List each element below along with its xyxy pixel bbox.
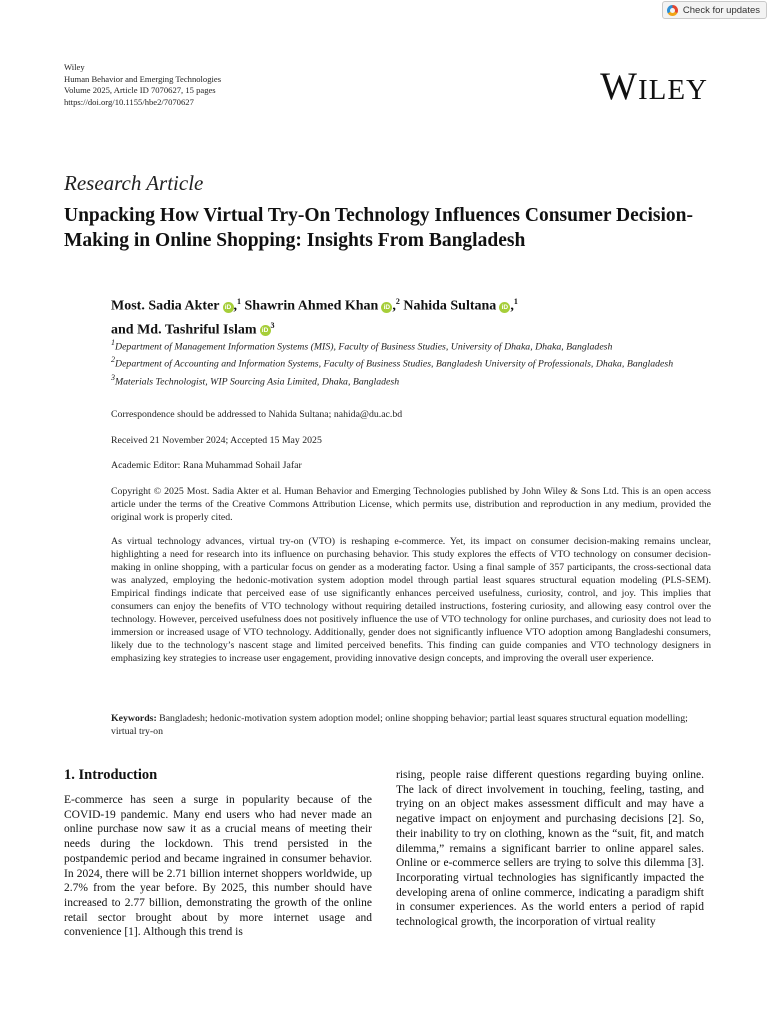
crossmark-icon <box>667 5 678 16</box>
affiliation-ref: 1 <box>237 297 241 306</box>
doi-link[interactable]: https://doi.org/10.1155/hbe2/7070627 <box>64 96 194 107</box>
author-name: Shawrin Ahmed Khan <box>244 298 379 314</box>
article-title: Unpacking How Virtual Try-On Technology Influences Consumer Decision-Making in Online Shopping: Insights From Bangladesh <box>64 205 693 251</box>
orcid-icon[interactable]: iD <box>499 302 510 313</box>
affiliation-ref: 1 <box>513 297 518 306</box>
received-dates: Received 21 November 2024; Accepted 15 May 2025 <box>111 435 322 446</box>
volume-info: Volume 2025, Article ID 7070627, 15 pages <box>64 85 216 95</box>
body-column-right: rising, people raise different questions regarding buying online. The lack of direct involvement in touching, feeling, tasting, and trying on an object makes assessment difficult and may have a negative impact on enjoyment and purchasing decisions [2]. So, their inability to try on clothing, known as the “suit, fit, and match dilemma,” remains a significant barrier to online apparel sales. Online or e-commerce sellers are trying to solve this dilemma [3]. Incorporating virtual technologies has significantly impacted the developing arena of online commerce, indicating a paradigm shift in consumer experiences. As the world enters a period of rapid technological growth, the incorporation of virtual reality <box>396 769 704 929</box>
body-paragraph: E-commerce has seen a surge in popularity because of the COVID-19 pandemic. Many end users who had never made an online purchase now saw it as a crucial means of meeting their needs during the lockdown. This trend persisted in the postpandemic period and became ingrained in consumer behavior. In 2024, there will be 2.71 billion internet shoppers worldwide, up 2.7% from the year before. By 2025, this number should have increased to 2.77 billion, demonstrating the growth of the online retail sector brought about by more internet usage and convenience [1]. Although this trend is <box>64 794 372 939</box>
affiliations <box>111 336 711 388</box>
check-for-updates-label: Check for updates <box>682 4 760 16</box>
affiliation-ref: 3 <box>270 320 275 330</box>
author-name: Most. Sadia Akter <box>111 298 220 314</box>
author-name: Nahida Sultana <box>403 298 497 314</box>
body-column-left <box>64 766 372 940</box>
publisher-name: Wiley <box>64 62 85 72</box>
journal-meta <box>64 62 221 108</box>
keywords <box>111 712 711 738</box>
orcid-icon[interactable]: iD <box>381 302 392 313</box>
affiliation-item: $^1$Department of Management Information Systems (MIS), Faculty of Business Studies, University of Dhaka, Dhaka, Bangladesh <box>111 338 613 353</box>
copyright-notice: Copyright © 2025 Most. Sadia Akter et al. Human Behavior and Emerging Technologies published by John Wiley & Sons Ltd. This is an open access article under the terms of the Creative Commons Attribution License, which permits use, distribution and reproduction in any medium, provided the original work is properly cited. <box>111 486 711 523</box>
authors-conjunction: and <box>111 322 134 338</box>
affiliation-item: $^3$Materials Technologist, WIP Sourcing Asia Limited, Dhaka, Bangladesh <box>111 372 400 387</box>
check-for-updates-button[interactable] <box>662 1 767 19</box>
correspondence: Correspondence should be addressed to Nahida Sultana; nahida@du.ac.bd <box>111 409 403 420</box>
keywords-label: Keywords: <box>111 713 157 724</box>
academic-editor: Academic Editor: Rana Muhammad Sohail Jafar <box>111 460 302 471</box>
affiliation-ref: 2 <box>395 297 400 306</box>
author-name: Md. Tashriful Islam <box>137 322 257 338</box>
author-list: Most. Sadia Akter iD ,$^1$ Shawrin Ahmed Khan iD ,$^2$ Nahida Sultana iD ,$^1$ and Md. Tashriful Islam $iD^3$ <box>111 297 518 338</box>
abstract: As virtual technology advances, virtual try-on (VTO) is reshaping e-commerce. Yet, its impact on consumer decision-making remains unclear, highlighting a need for research into its influence on purchasing behavior. This study explores the effects of VTO technology on consumer decision-making in online shopping, with a particular focus on gender as a moderating factor. Using a final sample of 357 participants, the cross-sectional data was analyzed, employing the hedonic-motivation system adoption model through partial least squares structural equation modeling (PLS-SEM). Empirical findings indicate that perceived ease of use significantly enhances perceived usefulness, curiosity, control, and joy. This implies that consumers can enjoy the benefits of VTO technology without requiring detailed instructions, fostering curiosity, and allowing easy control over the technology. However, perceived usefulness does not positively influence the use of VTO technology for online purchases, and curiosity does not lead to immersion or increased usage of VTO technology. Additionally, gender does not significantly influence VTO adoption among Bangladeshi consumers, likely due to the technology’s nascent stage and limited perceived benefits. This finding can guide companies and VTO technology designers in emphasizing key strategies to increase user engagement, providing innovative design concepts, and improving the overall user experience. <box>111 536 711 664</box>
affiliation-item: $^2$Department of Accounting and Information Systems, Faculty of Business Studies, Bangladesh University of Professionals, Dhaka, Bangladesh <box>111 355 674 370</box>
orcid-icon[interactable]: iD <box>260 325 271 336</box>
keywords-text: Bangladesh; hedonic-motivation system adoption model; online shopping behavior; partial least squares structural equation modelling; virtual try-on <box>111 713 688 737</box>
article-type: Research Article <box>64 171 204 195</box>
section-heading: 1. Introduction <box>64 767 158 783</box>
wiley-logo: WILEY <box>600 65 708 108</box>
journal-name: Human Behavior and Emerging Technologies <box>64 73 222 84</box>
orcid-icon[interactable]: iD <box>223 302 234 313</box>
